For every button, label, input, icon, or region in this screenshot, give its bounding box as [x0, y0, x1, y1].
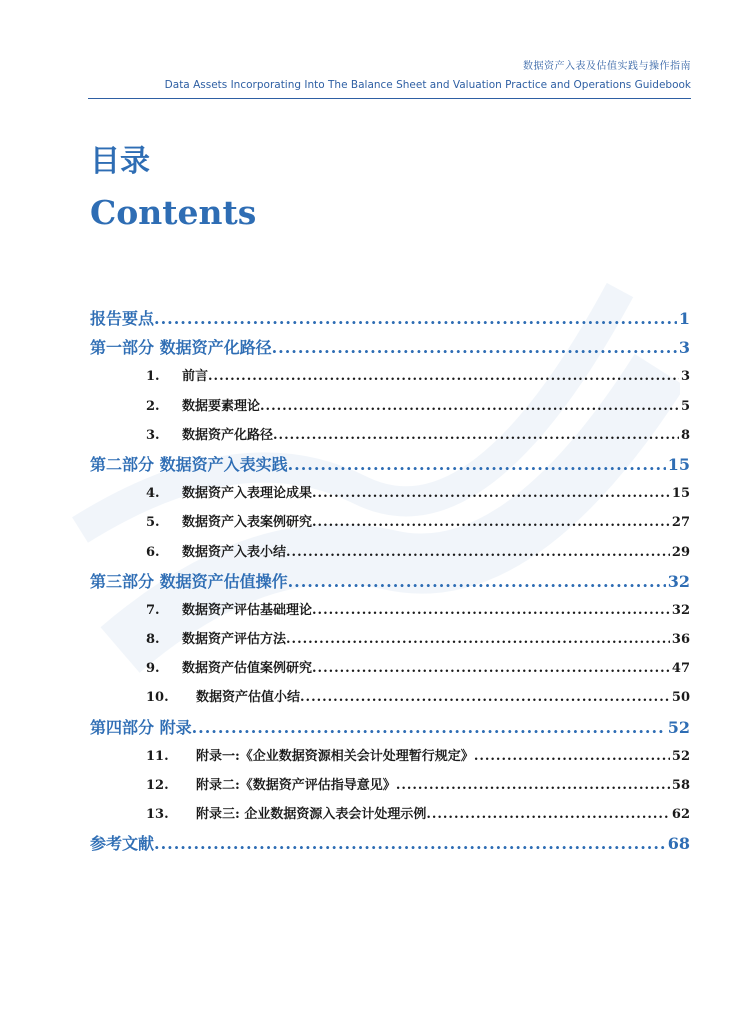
toc-entry-title: 附录三: 企业数据资源入表会计处理示例	[196, 807, 427, 823]
toc-chapter-entry[interactable]	[90, 538, 690, 567]
table-of-contents	[90, 304, 690, 859]
toc-dot-leader	[286, 538, 670, 567]
toc-entry-title: 数据资产估值案例研究	[182, 661, 313, 677]
toc-entry-title: 数据要素理论	[182, 398, 261, 414]
toc-page-number: 5	[680, 398, 690, 414]
toc-page-number: 52	[671, 748, 690, 764]
toc-dot-leader	[208, 362, 679, 391]
toc-entry-label	[146, 479, 312, 508]
toc-chapter-entry[interactable]	[90, 362, 690, 391]
toc-page-number: 1	[678, 309, 690, 328]
toc-page-number: 62	[671, 807, 690, 823]
toc-entry-number: 7.	[146, 602, 160, 618]
toc-entry-label	[146, 362, 208, 391]
toc-dot-leader	[260, 392, 679, 421]
toc-chapter-entry[interactable]	[90, 421, 690, 450]
toc-chapter-entry[interactable]	[90, 508, 690, 537]
toc-page-number: 50	[671, 690, 690, 706]
toc-page-number: 32	[667, 571, 690, 591]
toc-page-number: 52	[667, 717, 690, 737]
toc-entry-title: 附录二:《数据资产评估指导意见》	[196, 778, 396, 793]
header-title-cn: 数据资产入表及估值实践与操作指南	[523, 61, 691, 72]
toc-entry-label	[90, 829, 154, 858]
toc-entry-title: 前言	[182, 369, 209, 385]
toc-entry-label	[146, 421, 273, 450]
toc-chapter-entry[interactable]	[90, 771, 690, 800]
toc-entry-label	[90, 333, 272, 362]
toc-section-entry[interactable]	[90, 333, 690, 362]
toc-entry-label	[146, 742, 474, 771]
toc-entry-title: 数据资产评估基础理论	[182, 602, 313, 618]
toc-entry-title: 报告要点	[90, 309, 155, 328]
toc-entry-label	[146, 800, 426, 829]
toc-dot-leader	[396, 771, 670, 800]
toc-chapter-entry[interactable]	[90, 596, 690, 625]
toc-entry-number: 12.	[146, 778, 169, 793]
toc-entry-title: 数据资产估值小结	[196, 690, 301, 706]
toc-entry-number: 5.	[146, 515, 160, 531]
header-divider	[88, 98, 691, 99]
toc-page-number: 36	[671, 632, 690, 648]
toc-entry-label	[146, 538, 286, 567]
toc-chapter-entry[interactable]	[90, 392, 690, 421]
toc-page-number: 8	[680, 427, 690, 443]
toc-entry-number: 13.	[146, 807, 169, 823]
toc-entry-number: 11.	[146, 748, 169, 764]
toc-entry-title: 数据资产入表理论成果	[182, 486, 313, 502]
toc-dot-leader	[154, 829, 666, 858]
toc-dot-leader	[300, 683, 670, 712]
toc-page-number: 58	[671, 778, 690, 793]
page-title-en: Contents	[90, 193, 257, 232]
toc-page-number: 32	[671, 602, 690, 618]
toc-entry-title: 数据资产入表案例研究	[182, 515, 313, 531]
toc-dot-leader	[474, 742, 670, 771]
toc-section-entry[interactable]	[90, 713, 690, 742]
toc-chapter-entry[interactable]	[90, 683, 690, 712]
toc-entry-number: 10.	[146, 690, 169, 706]
toc-entry-title: 数据资产化路径	[182, 427, 274, 443]
toc-entry-number: 8.	[146, 632, 160, 648]
toc-entry-number: 6.	[146, 544, 160, 560]
page-title-cn: 目录	[90, 144, 150, 179]
toc-page-number: 3	[680, 369, 690, 385]
toc-dot-leader	[426, 800, 670, 829]
toc-entry-label	[146, 683, 300, 712]
toc-entry-label	[146, 392, 260, 421]
toc-entry-title: 第三部分 数据资产估值操作	[90, 571, 288, 591]
toc-entry-title: 数据资产入表小结	[182, 544, 287, 560]
toc-dot-leader	[288, 567, 666, 596]
toc-dot-leader	[154, 304, 677, 333]
toc-page-number: 15	[671, 486, 690, 502]
toc-dot-leader	[272, 333, 677, 362]
toc-chapter-entry[interactable]	[90, 654, 690, 683]
toc-entry-title: 附录一:《企业数据资源相关会计处理暂行规定》	[196, 748, 474, 764]
toc-entry-label	[146, 654, 312, 683]
toc-chapter-entry[interactable]	[90, 800, 690, 829]
toc-entry-title: 第二部分 数据资产入表实践	[90, 454, 288, 474]
toc-chapter-entry[interactable]	[90, 742, 690, 771]
toc-entry-label	[90, 713, 192, 742]
toc-page-number: 68	[667, 834, 690, 854]
toc-chapter-entry[interactable]	[90, 625, 690, 654]
toc-dot-leader	[288, 450, 666, 479]
toc-page-number: 27	[671, 515, 690, 531]
toc-entry-number: 4.	[146, 486, 160, 502]
toc-entry-number: 9.	[146, 661, 160, 677]
toc-entry-number: 3.	[146, 427, 160, 443]
toc-section-entry[interactable]	[90, 567, 690, 596]
toc-section-entry[interactable]	[90, 450, 690, 479]
toc-entry-number: 1.	[146, 369, 160, 385]
toc-page-number: 15	[667, 454, 690, 474]
toc-dot-leader	[286, 625, 670, 654]
running-header	[165, 60, 691, 93]
toc-section-entry[interactable]	[90, 304, 690, 333]
toc-chapter-entry[interactable]	[90, 479, 690, 508]
toc-entry-label	[146, 771, 396, 800]
toc-entry-label	[90, 304, 154, 333]
toc-entry-label	[90, 450, 288, 479]
toc-page-number: 3	[678, 338, 690, 358]
toc-entry-title: 第一部分 数据资产化路径	[90, 338, 272, 358]
toc-dot-leader	[312, 654, 670, 683]
header-title-en: Data Assets Incorporating Into The Balance Sheet and Valuation Practice and Operations Guidebook	[164, 79, 691, 91]
toc-entry-title: 参考文献	[90, 834, 155, 854]
toc-entry-title: 数据资产评估方法	[182, 632, 287, 648]
toc-entry-label	[146, 625, 286, 654]
toc-entry-label	[146, 508, 312, 537]
toc-page-number: 47	[671, 661, 690, 677]
toc-dot-leader	[312, 508, 670, 537]
toc-entry-title: 第四部分 附录	[90, 717, 192, 737]
toc-entry-label	[146, 596, 312, 625]
toc-dot-leader	[192, 713, 666, 742]
toc-entry-label	[90, 567, 288, 596]
toc-dot-leader	[312, 479, 670, 508]
toc-dot-leader	[312, 596, 670, 625]
toc-section-entry[interactable]	[90, 829, 690, 858]
toc-dot-leader	[273, 421, 679, 450]
toc-entry-number: 2.	[146, 398, 160, 414]
toc-page-number: 29	[671, 544, 690, 560]
